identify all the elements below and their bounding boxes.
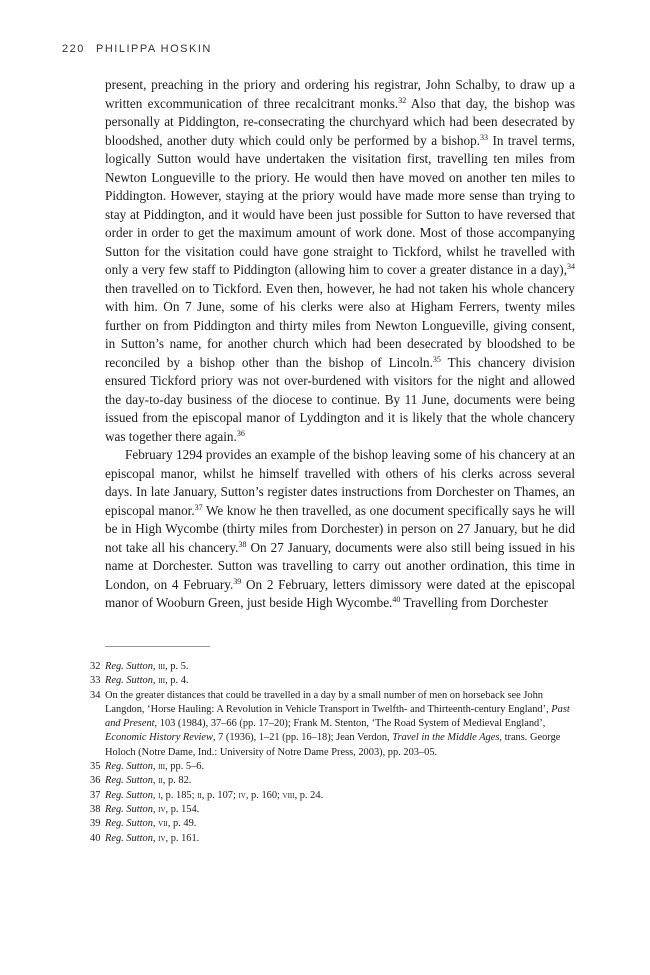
body-paragraph <box>105 446 575 613</box>
footnote-number: 38 <box>90 803 101 815</box>
volume-numeral: viii <box>282 789 295 801</box>
volume-numeral: iv <box>158 832 166 844</box>
text-run: , 103 (1984), 37–66 (pp. 17–20); Frank M. Stenton, ‘The Road System of Medieval England’, <box>154 718 546 730</box>
footnote-text <box>105 774 580 788</box>
volume-numeral: vii <box>158 818 168 830</box>
text-run: , p. 5. <box>165 661 189 672</box>
footnote-ref: 32 <box>398 95 407 105</box>
volume-numeral: iv <box>238 789 246 801</box>
footnote-ref: 38 <box>238 539 247 549</box>
footnote <box>90 760 580 774</box>
italic-text: Reg. Sutton <box>105 661 153 672</box>
footnote <box>90 817 580 831</box>
footnote-number: 33 <box>90 675 101 687</box>
volume-numeral: i <box>158 789 161 801</box>
text-run: On 2 February, letters dimissory were dated at the episcopal manor of Wooburn Green, just beside High Wycombe. <box>105 576 575 610</box>
footnote-number: 36 <box>90 775 101 787</box>
running-head-author: PHILIPPA HOSKIN <box>96 43 212 55</box>
text-run: We know he then travelled, as one document specifically says he will be in High Wycombe (thirty miles from Dorchester) in person on 27 January, but he did not take all his chancery. <box>105 502 576 555</box>
footnote-ref: 37 <box>194 502 203 512</box>
volume-numeral: iii <box>158 661 166 672</box>
text-run: , p. 185; <box>160 789 198 801</box>
text-run: , p. 160; <box>245 789 283 801</box>
italic-text: Reg. Sutton <box>105 775 153 787</box>
footnote-ref: 39 <box>233 576 242 586</box>
italic-text: Reg. Sutton <box>105 803 153 815</box>
footnotes <box>90 660 580 846</box>
text-run: then travelled on to Tickford. Even then, however, he had not taken his whole chancery with him. On 7 June, some of his clerks were also at Higham Ferrers, twenty miles further on from Piddington and thirty miles from Newton Longueville, giving consent, in Sutton’s name, for another church which had been desecrated by bloodshed to be reconciled by a bishop other than the bishop of Lincoln. <box>105 280 575 370</box>
italic-text: Economic History Review <box>105 732 213 744</box>
italic-text: Past and Present <box>105 703 570 730</box>
text-run: Also that day, the bishop was personally at Piddington, re-consecrating the churchyard which had been desecrated by bloodshed, another duty which could only be performed by a bishop. <box>105 95 575 148</box>
text-run: present, preaching in the priory and ordering his registrar, John Schalby, to draw up a written excommunication of three recalcitrant monks. <box>105 77 575 111</box>
footnote-text <box>105 674 580 688</box>
text-run: , <box>152 818 159 830</box>
text-run: , pp. 5–6. <box>165 761 205 773</box>
footnote-text <box>105 689 580 760</box>
footnote <box>90 689 580 760</box>
text-run: This chancery division ensured Tickford priory was not over-burdened with visitors for the night and allowed the day-to-day business of the diocese to continue. By 11 June, documents were being issued from the episcopal manor of Lyddington and it is likely that the whole chancery was together there again. <box>105 354 575 444</box>
footnote <box>90 774 580 788</box>
footnote-text <box>105 660 580 674</box>
running-head <box>62 43 212 55</box>
text-run: , p. 161. <box>165 832 200 844</box>
italic-text: Reg. Sutton <box>105 761 153 773</box>
text-run: On 27 January, documents were also still being issued in his name at Dorchester. Sutton was travelling to carry out another ordination, this time in London, on 4 February. <box>105 539 575 592</box>
footnote-number: 40 <box>90 832 101 844</box>
text-run: On the greater distances that could be travelled in a day by a small number of men on horseback see John Langdon, ‘Horse Hauling: A Revolution in Vehicle Transport in Twelfth- and Thirteenth-century England’, <box>105 689 552 715</box>
italic-text: Reg. Sutton <box>105 675 153 687</box>
text-run: , p. 24. <box>294 789 324 801</box>
text-run: , p. 49. <box>167 818 197 830</box>
text-run: , <box>152 775 159 787</box>
footnote <box>90 789 580 803</box>
footnote-text <box>105 760 580 774</box>
footnote-text <box>105 817 580 831</box>
footnote-ref: 34 <box>567 262 575 271</box>
volume-numeral: ii <box>158 775 163 787</box>
volume-numeral: iii <box>158 761 166 773</box>
text-run: , p. 154. <box>165 803 200 815</box>
footnote-number: 34 <box>90 689 101 701</box>
text-run: , <box>152 803 159 815</box>
text-run: , trans. George Holoch (Notre Dame, Ind.: University of Notre Dame Press, 2003), pp. 203–05. <box>105 732 561 758</box>
footnote-text <box>105 803 580 817</box>
footnote <box>90 674 580 688</box>
footnote-ref: 33 <box>479 132 488 142</box>
volume-numeral: ii <box>197 789 202 801</box>
text-run: In travel terms, logically Sutton would have undertaken the visitation first, travelling ten miles from Newton Longueville to the priory. He would then have moved on another ten miles to Piddington. However, staying at the priory would have made more sense than trying to stay at Piddington, and it would have been just possible for Sutton to have reversed that order in order to get the maximum amount of work done. Most of those accompanying Sutton for the visitation could have gone straight to Tickford, whilst he travelled with only a very few staff to Piddington (allowing him to cover a greater distance in a day), <box>105 132 575 277</box>
text-run: , <box>152 761 159 773</box>
footnote-ref: 40 <box>392 595 401 604</box>
footnote <box>90 832 580 846</box>
text-run: , <box>152 832 159 844</box>
volume-numeral: iii <box>158 675 166 687</box>
text-run: , p. 82. <box>162 775 192 787</box>
footnote-text <box>105 832 580 846</box>
text-run: , p. 4. <box>165 675 189 687</box>
footnote-number: 32 <box>90 661 101 672</box>
footnote-text <box>105 789 580 803</box>
footnote <box>90 803 580 817</box>
text-run: , <box>152 675 159 687</box>
footnote-number: 37 <box>90 789 101 801</box>
footnote <box>90 660 580 674</box>
footnote-number: 39 <box>90 818 101 830</box>
footnote-ref: 36 <box>236 428 245 438</box>
footnote-divider <box>105 646 210 647</box>
italic-text: Travel in the Middle Ages <box>392 732 500 744</box>
footnote-ref: 35 <box>432 354 441 364</box>
volume-numeral: iv <box>158 803 166 815</box>
text-run: , 7 (1936), 1–21 (pp. 16–18); Jean Verdon, <box>212 732 393 744</box>
text-run: February 1294 provides an example of the bishop leaving some of his chancery at an episcopal manor, whilst he himself travelled with others of his clerks across several days. In late January, Sutton’s register dates instructions from Dorchester on Thames, an episcopal manor. <box>105 447 575 518</box>
body-text <box>105 76 575 613</box>
italic-text: Reg. Sutton <box>105 789 153 801</box>
text-run: Travelling from Dorchester <box>400 595 548 610</box>
text-run: , <box>152 789 159 801</box>
body-paragraph <box>105 76 575 446</box>
italic-text: Reg. Sutton <box>105 832 153 844</box>
italic-text: Reg. Sutton <box>105 818 153 830</box>
footnote-number: 35 <box>90 761 101 773</box>
text-run: , <box>152 661 159 672</box>
page-number: 220 <box>62 43 85 55</box>
text-run: , p. 107; <box>201 789 239 801</box>
